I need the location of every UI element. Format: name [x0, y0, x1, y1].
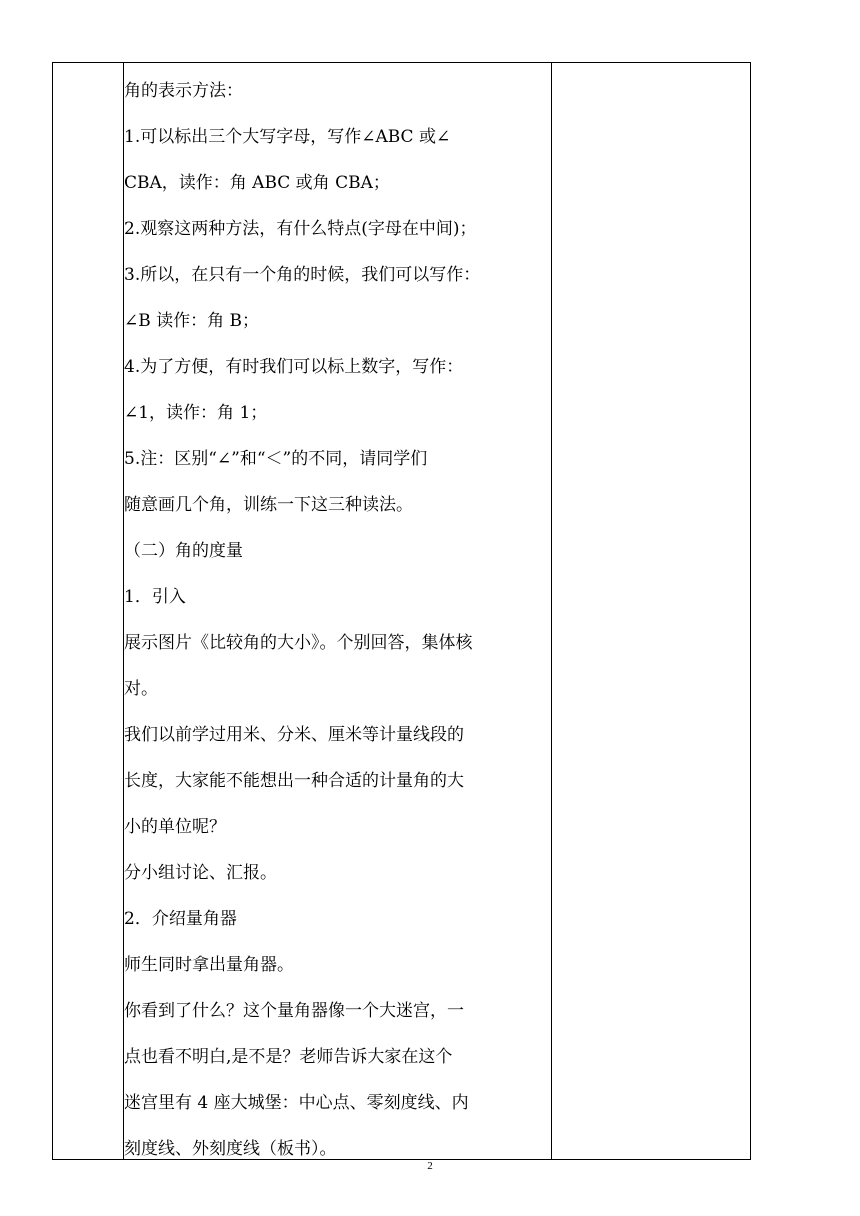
text-line: 对。 [124, 679, 158, 699]
page-number: 2 [427, 1160, 433, 1172]
text-line: CBA，读作：角 ABC 或角 CBA； [124, 173, 390, 193]
text-line: 角的表示方法： [124, 81, 243, 101]
lesson-table [52, 62, 751, 1160]
section-heading: （二）角的度量 [124, 541, 243, 561]
text-line: 迷宫里有 4 座大城堡：中心点、零刻度线、内 [124, 1093, 469, 1113]
text-line: ∠B 读作：角 B； [124, 311, 260, 331]
text-line: 刻度线、外刻度线（板书）。 [124, 1139, 337, 1159]
text-line: 3.所以，在只有一个角的时候，我们可以写作： [124, 265, 481, 285]
text-line: 分小组讨论、汇报。 [124, 863, 277, 883]
text-line: 1.可以标出三个大写字母，写作∠ABC 或∠ [124, 127, 451, 147]
text-line: 我们以前学过用米、分米、厘米等计量线段的 [124, 725, 464, 745]
text-line: 2.观察这两种方法，有什么特点(字母在中间)； [124, 219, 477, 239]
text-line: 4.为了方便，有时我们可以标上数字，写作： [124, 357, 464, 377]
text-line: 长度，大家能不能想出一种合适的计量角的大 [124, 771, 464, 791]
text-line: 2．介绍量角器 [124, 909, 237, 929]
text-line: 展示图片《比较角的大小》。个别回答，集体核 [124, 633, 473, 653]
text-line: 随意画几个角，训练一下这三种读法。 [124, 495, 413, 515]
content-lines [124, 63, 551, 1159]
table-row [53, 63, 751, 1160]
left-column-cell [53, 63, 124, 1160]
text-line: 师生同时拿出量角器。 [124, 955, 294, 975]
text-line: ∠1，读作：角 1； [124, 403, 268, 423]
text-line: 点也看不明白,是不是？老师告诉大家在这个 [124, 1047, 453, 1067]
text-line: 小的单位呢？ [124, 817, 226, 837]
text-line: 5.注：区别“∠”和“＜”的不同，请同学们 [124, 449, 428, 469]
text-line: 1．引入 [124, 587, 186, 607]
content-cell [124, 63, 552, 1160]
text-line: 你看到了什么？这个量角器像一个大迷宫，一 [124, 1001, 464, 1021]
right-column-cell [552, 63, 751, 1160]
